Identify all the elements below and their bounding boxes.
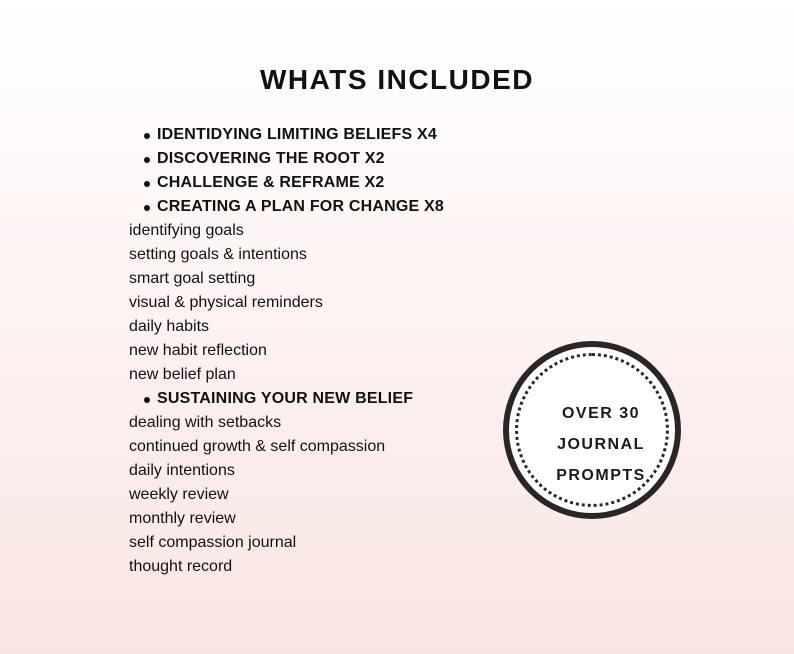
badge-line: OVER 30 [561,405,641,422]
list-item [129,291,444,315]
section-heading [129,387,444,411]
bullet-icon [144,157,150,163]
list-item-label: daily intentions [129,462,235,479]
contents-list [129,123,444,579]
section-heading-label: CREATING A PLAN FOR CHANGE X8 [157,198,444,215]
list-item [129,315,444,339]
section-heading [129,123,444,147]
list-item-label: new habit reflection [129,342,267,359]
section-heading-label: CHALLENGE & REFRAME X2 [157,174,385,191]
badge-line: PROMPTS [556,467,646,484]
section-heading [129,171,444,195]
badge-text [518,398,684,491]
list-item [129,243,444,267]
list-item-label: visual & physical reminders [129,294,323,311]
page-title: WHATS INCLUDED [259,64,534,95]
list-item [129,555,444,579]
list-item-label: weekly review [129,486,229,503]
section-heading-label: SUSTAINING YOUR NEW BELIEF [157,390,414,407]
bullet-icon [144,397,150,403]
list-item-label: identifying goals [129,222,244,239]
section-heading-label: IDENTIDYING LIMITING BELIEFS X4 [157,126,437,143]
bullet-icon [144,181,150,187]
list-item-label: continued growth & self compassion [129,438,386,455]
list-item-label: new belief plan [129,366,236,383]
bullet-icon [144,133,150,139]
list-item [129,459,444,483]
badge-line: JOURNAL [557,436,645,453]
list-item-label: thought record [129,558,233,575]
section-heading [129,147,444,171]
section-heading-label: DISCOVERING THE ROOT X2 [157,150,385,167]
list-item [129,483,444,507]
section-heading [129,195,444,219]
list-item-label: dealing with setbacks [129,414,282,431]
list-item-label: smart goal setting [129,270,256,287]
list-item [129,507,444,531]
list-item [129,219,444,243]
prompts-badge [503,341,681,519]
list-item [129,267,444,291]
list-item-label: monthly review [129,510,236,527]
list-item [129,531,444,555]
list-item [129,339,444,363]
badge-dotted-ring [515,353,669,507]
list-item [129,363,444,387]
list-item-label: self compassion journal [129,534,297,551]
list-item [129,435,444,459]
list-item-label: setting goals & intentions [129,246,307,263]
list-item [129,411,444,435]
list-item-label: daily habits [129,318,210,335]
bullet-icon [144,205,150,211]
